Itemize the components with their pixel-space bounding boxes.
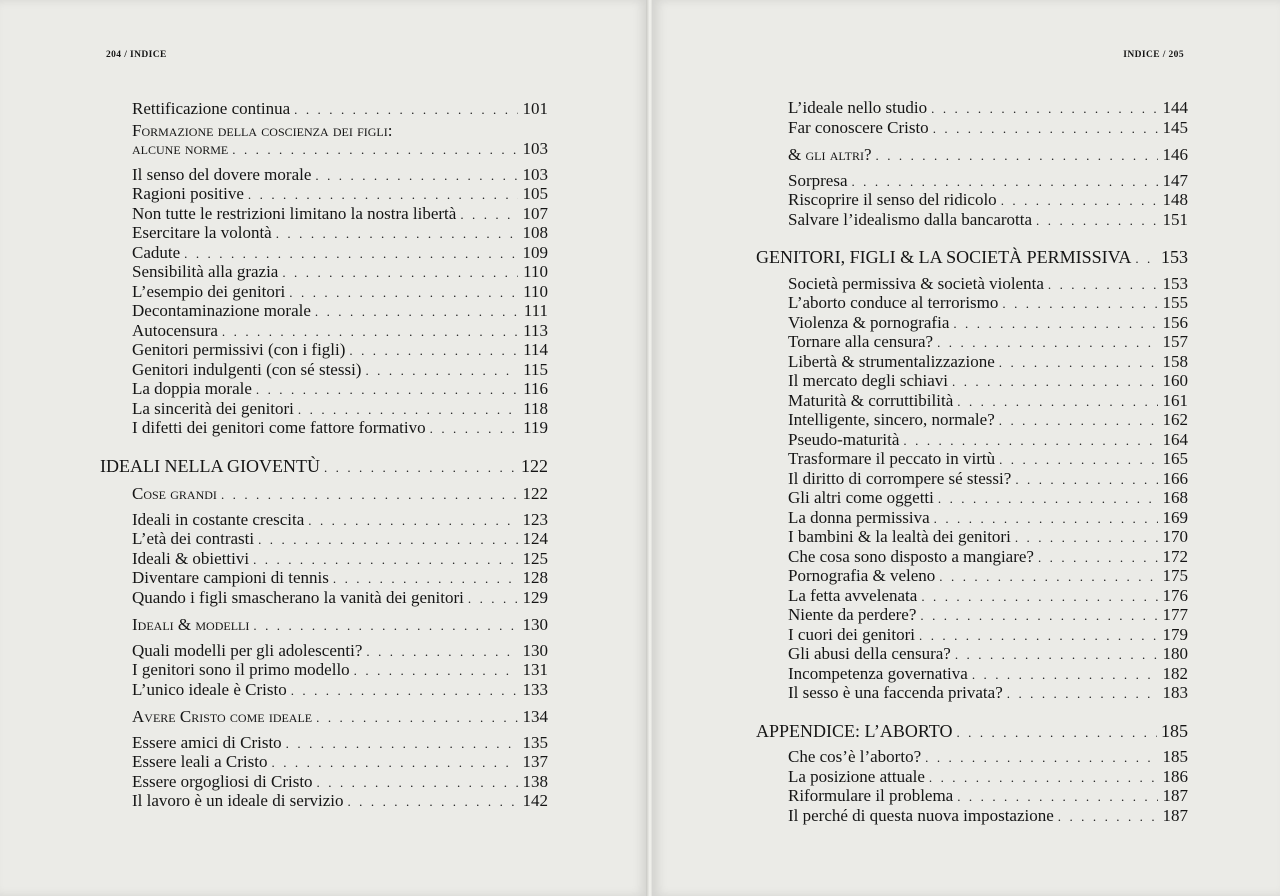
entry-title: Niente da perdere? <box>788 605 917 624</box>
page-number: 122 <box>521 455 548 476</box>
page-number: 155 <box>1162 293 1188 312</box>
page-number: 164 <box>1162 429 1188 449</box>
page-number: 148 <box>1162 190 1188 209</box>
dot-leader <box>222 323 518 342</box>
entry-title: Ragioni positive <box>132 184 244 203</box>
dot-leader <box>468 590 518 609</box>
dot-leader <box>291 682 518 701</box>
page-number: 124 <box>522 529 548 548</box>
entry-title: Sensibilità alla grazia <box>132 262 279 281</box>
entry-title: Autocensura <box>132 320 218 340</box>
page-number: 110 <box>523 281 548 301</box>
dot-leader <box>1001 192 1158 211</box>
page-number: 185 <box>1161 720 1188 741</box>
entry-title: La fetta avvelenata <box>788 585 918 605</box>
dot-leader <box>333 570 518 589</box>
dot-leader <box>460 206 518 225</box>
toc-entry <box>756 606 1188 626</box>
entry-title: Società permissiva & società violenta <box>788 273 1044 293</box>
toc-entry <box>756 411 1188 431</box>
page-number: 187 <box>1162 786 1188 805</box>
dot-leader <box>232 141 518 160</box>
entry-title: La donna permissiva <box>788 507 930 527</box>
toc-entry <box>100 589 548 609</box>
entry-title: La sincerità dei genitori <box>132 398 294 418</box>
entry-title: La posizione attuale <box>788 766 925 786</box>
page-number: 142 <box>522 791 548 810</box>
page-number: 156 <box>1162 312 1188 332</box>
dot-leader <box>920 607 1158 626</box>
entry-title: APPENDICE: L’ABORTO <box>756 720 953 741</box>
dot-leader <box>366 643 518 662</box>
page-number: 130 <box>522 615 548 634</box>
dot-leader <box>272 754 519 773</box>
dot-leader <box>999 412 1158 431</box>
dot-leader <box>999 354 1158 373</box>
page-number: 137 <box>522 752 548 771</box>
dot-leader <box>221 486 518 505</box>
entry-title: Salvare l’idealismo dalla bancarotta <box>788 209 1033 229</box>
toc-entry <box>756 333 1188 353</box>
entry-title: Gli altri come oggetti <box>788 488 934 507</box>
page-number: 129 <box>522 587 548 607</box>
dot-leader <box>1038 549 1158 568</box>
entry-title: Non tutte le restrizioni limitano la nostra libertà <box>132 203 457 223</box>
toc-subheading <box>100 140 548 160</box>
page-number: 177 <box>1162 605 1188 624</box>
entry-title: Decontaminazione morale <box>132 301 311 320</box>
page-number: 180 <box>1162 644 1188 663</box>
entry-title: alcune norme <box>132 139 229 158</box>
toc-entry <box>100 773 548 793</box>
entry-title: Ideali & modelli <box>132 615 250 634</box>
toc-entry <box>100 302 548 322</box>
entry-title: Genitori permissivi (con i figli) <box>132 340 346 359</box>
entry-title: Genitori indulgenti (con sé stessi) <box>132 359 362 379</box>
entry-title: Diventare campioni di tennis <box>132 568 329 587</box>
entry-title: Essere orgogliosi di Cristo <box>132 771 313 791</box>
entry-title: Il sesso è una faccenda privata? <box>788 683 1003 702</box>
dot-leader <box>957 393 1158 412</box>
page-number: 185 <box>1162 747 1188 766</box>
page-number: 108 <box>522 223 548 242</box>
dot-leader <box>955 646 1158 665</box>
page-number: 169 <box>1162 507 1188 527</box>
dot-leader <box>430 420 518 439</box>
dot-leader <box>1036 212 1158 231</box>
page-number: 179 <box>1162 624 1188 644</box>
dot-leader <box>298 401 518 420</box>
dot-leader <box>282 264 518 283</box>
page-number: 125 <box>522 548 548 568</box>
dot-leader <box>316 709 518 728</box>
toc-entry <box>756 119 1188 139</box>
entry-title: Gli abusi della censura? <box>788 644 951 663</box>
dot-leader <box>1058 808 1158 827</box>
page-number: 162 <box>1162 410 1188 429</box>
toc-entry <box>756 294 1188 314</box>
dot-leader <box>317 774 518 793</box>
toc-entry <box>100 569 548 589</box>
toc-entry <box>100 642 548 662</box>
page-number: 186 <box>1162 766 1188 786</box>
entry-title: Ideali in costante crescita <box>132 509 305 529</box>
toc-entry <box>756 626 1188 646</box>
dot-leader <box>938 490 1158 509</box>
page-number: 122 <box>522 484 548 503</box>
entry-title: L’esempio dei genitori <box>132 281 286 301</box>
toc-entry <box>756 528 1188 548</box>
entry-title: Maturità & corruttibilità <box>788 390 954 410</box>
toc-entry <box>100 511 548 531</box>
page-number: 166 <box>1162 468 1188 488</box>
dot-leader <box>308 512 518 531</box>
entry-title: Pornografia & veleno <box>788 566 936 585</box>
dot-leader <box>1007 685 1158 704</box>
page-number: 170 <box>1162 527 1188 546</box>
dot-leader <box>1048 276 1158 295</box>
toc-entry <box>756 567 1188 587</box>
entry-title: Cose grandi <box>132 484 217 503</box>
toc-entry <box>100 661 548 681</box>
dot-leader <box>925 749 1158 768</box>
page-number: 176 <box>1162 585 1188 605</box>
dot-leader <box>999 451 1158 470</box>
entry-title: Che cosa sono disposto a mangiare? <box>788 546 1034 566</box>
entry-title: Cadute <box>132 242 181 262</box>
page-number: 105 <box>522 184 548 203</box>
page-number: 172 <box>1162 546 1188 566</box>
toc-entry <box>756 748 1188 768</box>
page-number: 118 <box>523 398 548 418</box>
dot-leader <box>248 186 518 205</box>
entry-title: I bambini & la lealtà dei genitori <box>788 527 1011 546</box>
entry-title: Il lavoro è un ideale di servizio <box>132 791 344 810</box>
dot-leader <box>347 793 518 812</box>
toc-entry <box>100 380 548 400</box>
toc-entry <box>756 665 1188 685</box>
page-number: 146 <box>1162 145 1188 164</box>
page-number: 144 <box>1162 98 1188 117</box>
entry-title: Il diritto di corrompere sé stessi? <box>788 468 1012 488</box>
toc-entry <box>100 283 548 303</box>
table-of-contents <box>100 100 548 812</box>
page-number: 183 <box>1162 683 1188 702</box>
toc-entry <box>100 322 548 342</box>
entry-title: Il perché di questa nuova impostazione <box>788 805 1054 825</box>
page-number: 134 <box>522 707 548 726</box>
page-number: 113 <box>523 320 548 340</box>
dot-leader <box>258 531 518 550</box>
page-number: 119 <box>523 418 548 437</box>
toc-entry <box>100 419 548 439</box>
toc-entry <box>100 205 548 225</box>
toc-entry <box>100 734 548 754</box>
entry-title: I genitori sono il primo modello <box>132 660 350 679</box>
toc-subheading <box>756 146 1188 166</box>
toc-entry <box>756 645 1188 665</box>
page-number: 165 <box>1162 449 1188 468</box>
toc-subheading <box>100 485 548 505</box>
toc-entry <box>100 361 548 381</box>
entry-title: Esercitare la volontà <box>132 223 272 242</box>
toc-entry <box>756 509 1188 529</box>
dot-leader <box>256 381 518 400</box>
dot-leader <box>253 617 518 636</box>
page-number: 182 <box>1162 663 1188 683</box>
dot-leader <box>953 315 1158 334</box>
entry-title: L’ideale nello studio <box>788 98 928 117</box>
toc-entry <box>756 470 1188 490</box>
dot-leader <box>315 303 518 322</box>
page-number: 161 <box>1162 390 1188 410</box>
dot-leader <box>1002 295 1158 314</box>
entry-title: Rettificazione continua <box>132 99 291 118</box>
toc-section-heading <box>756 722 1188 743</box>
page-number: 128 <box>522 568 548 587</box>
toc-entry <box>756 684 1188 704</box>
dot-leader <box>184 245 518 264</box>
entry-title: Essere amici di Cristo <box>132 732 282 752</box>
toc-entry <box>756 450 1188 470</box>
dot-leader <box>933 120 1158 139</box>
page-number: 158 <box>1162 351 1188 371</box>
entry-title: L’età dei contrasti <box>132 529 255 548</box>
toc-entry <box>100 792 548 812</box>
dot-leader <box>903 432 1158 451</box>
dot-leader <box>294 101 518 120</box>
dot-leader <box>1135 250 1157 269</box>
toc-subheading <box>100 708 548 728</box>
page-number: 133 <box>522 679 548 699</box>
page-number: 145 <box>1162 117 1188 137</box>
page-number: 153 <box>1161 247 1188 267</box>
dot-leader <box>286 735 518 754</box>
entry-title: L’unico ideale è Cristo <box>132 679 287 699</box>
entry-title: Pseudo-maturità <box>788 429 900 449</box>
toc-entry <box>756 172 1188 192</box>
entry-title: Far conoscere Cristo <box>788 117 929 137</box>
dot-leader <box>957 788 1158 807</box>
page-number: 114 <box>523 340 548 359</box>
dot-leader <box>851 173 1158 192</box>
running-head: 204 / INDICE <box>106 50 167 60</box>
toc-entry <box>100 530 548 550</box>
dot-leader <box>315 167 518 186</box>
dot-leader <box>365 362 518 381</box>
entry-title: Quali modelli per gli adolescenti? <box>132 640 363 660</box>
toc-entry <box>100 166 548 186</box>
toc-entry <box>100 550 548 570</box>
entry-title: I difetti dei genitori come fattore formativo <box>132 418 426 437</box>
dot-leader <box>253 551 518 570</box>
page-number: 135 <box>522 732 548 752</box>
page-number: 109 <box>522 242 548 262</box>
entry-title: I cuori dei genitori <box>788 624 915 644</box>
toc-entry <box>100 681 548 701</box>
dot-leader <box>931 100 1158 119</box>
entry-title: Trasformare il peccato in virtù <box>788 449 996 468</box>
dot-leader <box>972 666 1158 685</box>
dot-leader <box>956 724 1157 743</box>
toc-entry <box>756 314 1188 334</box>
toc-entry <box>100 341 548 361</box>
entry-title: GENITORI, FIGLI & LA SOCIETÀ PERMISSIVA <box>756 247 1132 267</box>
toc-entry <box>756 372 1188 392</box>
page-number: 107 <box>522 203 548 223</box>
page-number: 175 <box>1162 566 1188 585</box>
toc-entry <box>756 211 1188 231</box>
toc-entry <box>756 191 1188 211</box>
toc-subheading <box>100 122 548 141</box>
page-number: 187 <box>1162 805 1188 825</box>
table-of-contents <box>756 99 1188 826</box>
entry-title: Il senso del dovere morale <box>132 164 312 184</box>
page-number: 157 <box>1162 332 1188 351</box>
page-number: 115 <box>523 359 548 379</box>
dot-leader <box>289 284 518 303</box>
toc-entry <box>756 489 1188 509</box>
dot-leader <box>1015 471 1158 490</box>
page-number: 101 <box>522 99 548 118</box>
page-number: 160 <box>1162 371 1188 390</box>
page-number: 138 <box>522 771 548 791</box>
dot-leader <box>934 510 1158 529</box>
page-number: 147 <box>1162 170 1188 190</box>
entry-title: Che cos’è l’aborto? <box>788 747 922 766</box>
dot-leader <box>921 588 1158 607</box>
toc-entry <box>756 787 1188 807</box>
toc-entry <box>756 807 1188 827</box>
entry-title: Il mercato degli schiavi <box>788 371 949 390</box>
entry-title: Sorpresa <box>788 170 848 190</box>
page-number: 111 <box>523 301 548 320</box>
dot-leader <box>952 373 1158 392</box>
dot-leader <box>939 568 1158 587</box>
toc-entry <box>100 400 548 420</box>
entry-title: IDEALI NELLA GIOVENTÙ <box>100 455 320 476</box>
toc-entry <box>100 244 548 264</box>
toc-entry <box>100 100 548 120</box>
dot-leader <box>324 459 517 478</box>
page-number: 151 <box>1162 209 1188 229</box>
toc-entry <box>756 768 1188 788</box>
dot-leader <box>276 225 518 244</box>
entry-title: Riformulare il problema <box>788 786 954 805</box>
dot-leader <box>937 334 1158 353</box>
toc-entry <box>100 263 548 283</box>
dot-leader <box>1015 529 1158 548</box>
page-number: 131 <box>522 660 548 679</box>
page-number: 110 <box>523 262 548 281</box>
toc-entry <box>100 185 548 205</box>
dot-leader <box>919 627 1158 646</box>
entry-title: Tornare alla censura? <box>788 332 934 351</box>
toc-entry <box>756 548 1188 568</box>
page-number: 116 <box>523 379 548 398</box>
toc-entry <box>756 392 1188 412</box>
right-page <box>652 0 1280 896</box>
entry-title: Formazione della coscienza dei figli: <box>132 120 393 140</box>
running-head: INDICE / 205 <box>1123 50 1184 60</box>
entry-title: Intelligente, sincero, normale? <box>788 410 995 429</box>
toc-entry <box>756 275 1188 295</box>
entry-title: Avere Cristo come ideale <box>132 707 313 726</box>
entry-title: & gli altri? <box>788 145 872 164</box>
entry-title: Essere leali a Cristo <box>132 752 268 771</box>
toc-entry <box>756 587 1188 607</box>
toc-section-heading <box>100 457 548 478</box>
dot-leader <box>876 147 1159 166</box>
page-number: 103 <box>522 164 548 184</box>
entry-title: La doppia morale <box>132 379 252 398</box>
page-number: 168 <box>1162 488 1188 507</box>
toc-entry <box>756 353 1188 373</box>
toc-entry <box>756 99 1188 119</box>
toc-entry <box>756 431 1188 451</box>
entry-title: Ideali & obiettivi <box>132 548 250 568</box>
dot-leader <box>354 662 518 681</box>
entry-title: Quando i figli smascherano la vanità dei genitori <box>132 587 464 607</box>
toc-section-heading <box>756 248 1188 269</box>
page-number: 103 <box>522 139 548 158</box>
page-number: 130 <box>522 640 548 660</box>
entry-title: Incompetenza governativa <box>788 663 968 683</box>
entry-title: Riscoprire il senso del ridicolo <box>788 190 997 209</box>
toc-entry <box>100 224 548 244</box>
dot-leader <box>349 342 518 361</box>
entry-title: Libertà & strumentalizzazione <box>788 351 995 371</box>
toc-entry <box>100 753 548 773</box>
toc-subheading <box>100 616 548 636</box>
entry-title: Violenza & pornografia <box>788 312 950 332</box>
entry-title: L’aborto conduce al terrorismo <box>788 293 999 312</box>
dot-leader <box>929 769 1158 788</box>
page-number: 123 <box>522 509 548 529</box>
page-number: 153 <box>1162 273 1188 293</box>
